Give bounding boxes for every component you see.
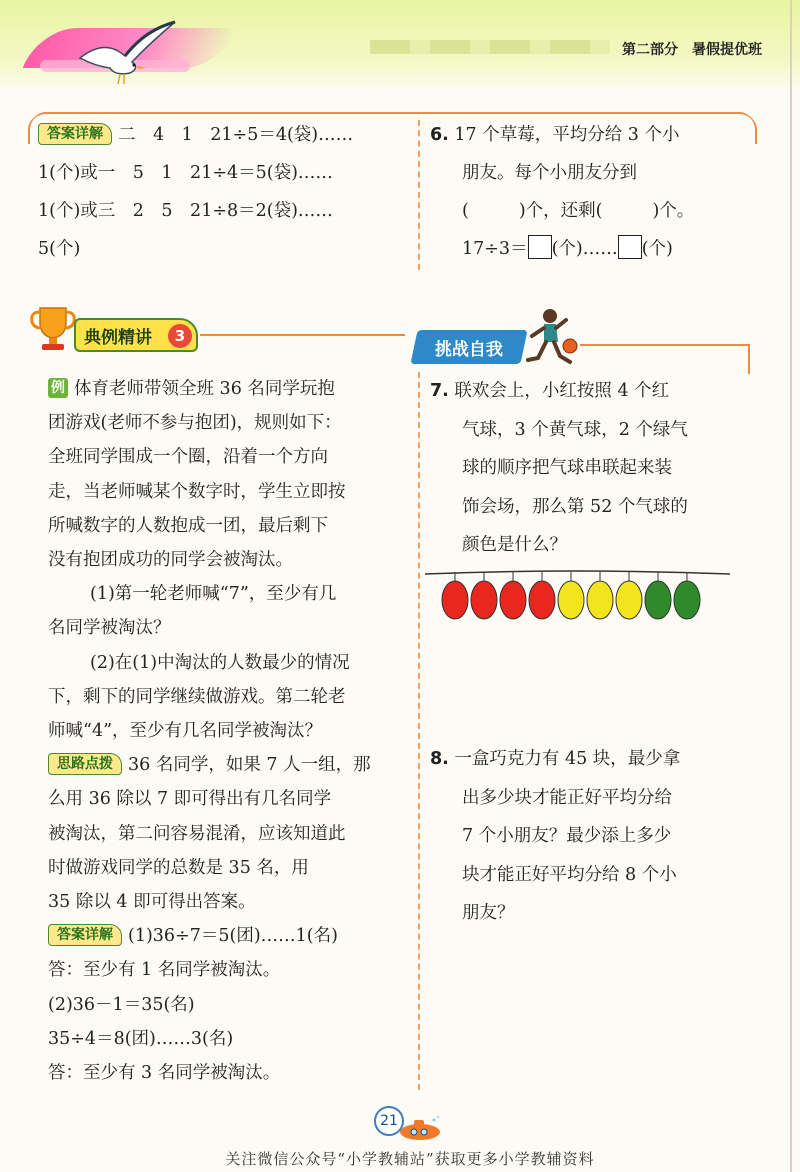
example-badge: 例 bbox=[48, 378, 68, 398]
answer-line: 5(个) bbox=[38, 239, 81, 259]
challenge-header-corner bbox=[748, 344, 750, 374]
example-number: 3 bbox=[168, 324, 192, 348]
question-number: 8. bbox=[430, 749, 449, 769]
example-header: 典例精讲 3 bbox=[74, 318, 198, 352]
answer-badge: 答案详解 bbox=[38, 123, 112, 145]
balloon-string bbox=[425, 568, 735, 628]
basketball-player-icon bbox=[520, 306, 580, 368]
balloon bbox=[500, 581, 526, 619]
hint-badge: 思路点拨 bbox=[48, 753, 122, 775]
balloon bbox=[674, 581, 700, 619]
header-stripe-decoration bbox=[370, 40, 610, 54]
equation-line: 17÷3＝ (个)…… (个) bbox=[430, 230, 760, 268]
question-6: 6. 17 个草莓，平均分给 3 个小 朋友。每个小朋友分到 ( )个，还剩( )个。 17÷3＝ (个)…… (个) bbox=[430, 116, 760, 268]
seagull-icon bbox=[70, 18, 180, 88]
example-header-line bbox=[200, 334, 405, 336]
balloon bbox=[471, 581, 497, 619]
answer-badge: 答案详解 bbox=[48, 924, 122, 946]
question-8: 8. 一盒巧克力有 45 块，最少拿 出多少块才能正好平均分给 7 个小朋友？最少添上多少 块才能正好平均分给 8 个小 朋友？ bbox=[430, 749, 681, 923]
answer-box[interactable] bbox=[528, 235, 552, 259]
balloon bbox=[645, 581, 671, 619]
submarine-icon bbox=[396, 1116, 444, 1142]
balloon bbox=[558, 581, 584, 619]
question-number: 7. bbox=[430, 381, 449, 401]
example-problem: 例 体育老师带领全班 36 名同学玩抱 团游戏(老师不参与抱团)，规则如下： 全班同学围成一个圈，沿着一个方向 走，当老师喊某个数字时，学生立即按 所喊数字的人数抱成一团，最后剩下 没有抱团成功的同学会被淘汰。 (1)第一轮老师喊“7”，至少有几 名同学被淘汰？ (2)在(1)中淘汰的人数最少的情况 下，剩下的同学继续做游戏。第二轮老 师喊“4”，至少有几名同学被淘汰？ 思路点拨 36 名同学，如果 7 人一组，那 么用 36 除以 7 即可得出有几名同学 被淘汰，第二问容易混淆，应该知道此 时做游戏同学的总数是 35 名，用 35 除以 4 即可得出答案。 答案详解 (1)36÷7＝5(团)……1(名) 答：至少有 1 名同学被淘汰。 (2)36－1＝35(名) 35÷4＝8(团)……3(名) 答：至少有 3 名同学被淘汰。 bbox=[48, 379, 371, 1084]
header-banner bbox=[0, 0, 800, 92]
answer-line: 1(个)或一 5 1 21÷4＝5(袋)…… bbox=[38, 163, 333, 183]
top-divider bbox=[418, 120, 420, 270]
middle-divider bbox=[418, 372, 420, 1090]
answer-line: 1(个)或三 2 5 21÷8＝2(袋)…… bbox=[38, 201, 333, 221]
answer-line: 答案详解 二 4 1 21÷5＝4(袋)…… bbox=[38, 116, 410, 154]
question-7: 7. 联欢会上，小红按照 4 个红 气球，3 个黄气球，2 个绿气 球的顺序把气球串联起来装 饰会场，那么第 52 个气球的 颜色是什么？ bbox=[430, 381, 688, 555]
question-number: 6. bbox=[430, 125, 449, 145]
balloon bbox=[442, 581, 468, 619]
header-title-group bbox=[622, 36, 762, 62]
page-number: 21 bbox=[374, 1106, 404, 1136]
footer-watermark: 关注微信公众号“小学教辅站”获取更多小学教辅资料 bbox=[225, 1150, 595, 1168]
balloon bbox=[587, 581, 613, 619]
page-edge bbox=[790, 0, 792, 1172]
previous-answer bbox=[38, 116, 410, 268]
trophy-icon bbox=[28, 302, 78, 354]
part-label: 第二部分 bbox=[622, 42, 678, 58]
challenge-header: 挑战自我 bbox=[410, 330, 527, 364]
answer-box[interactable] bbox=[618, 235, 642, 259]
fill-in-line: ( )个，还剩( )个。 bbox=[462, 201, 695, 221]
challenge-header-line bbox=[580, 344, 748, 346]
balloon bbox=[616, 581, 642, 619]
section-title: 暑假提优班 bbox=[692, 42, 762, 58]
balloon bbox=[529, 581, 555, 619]
